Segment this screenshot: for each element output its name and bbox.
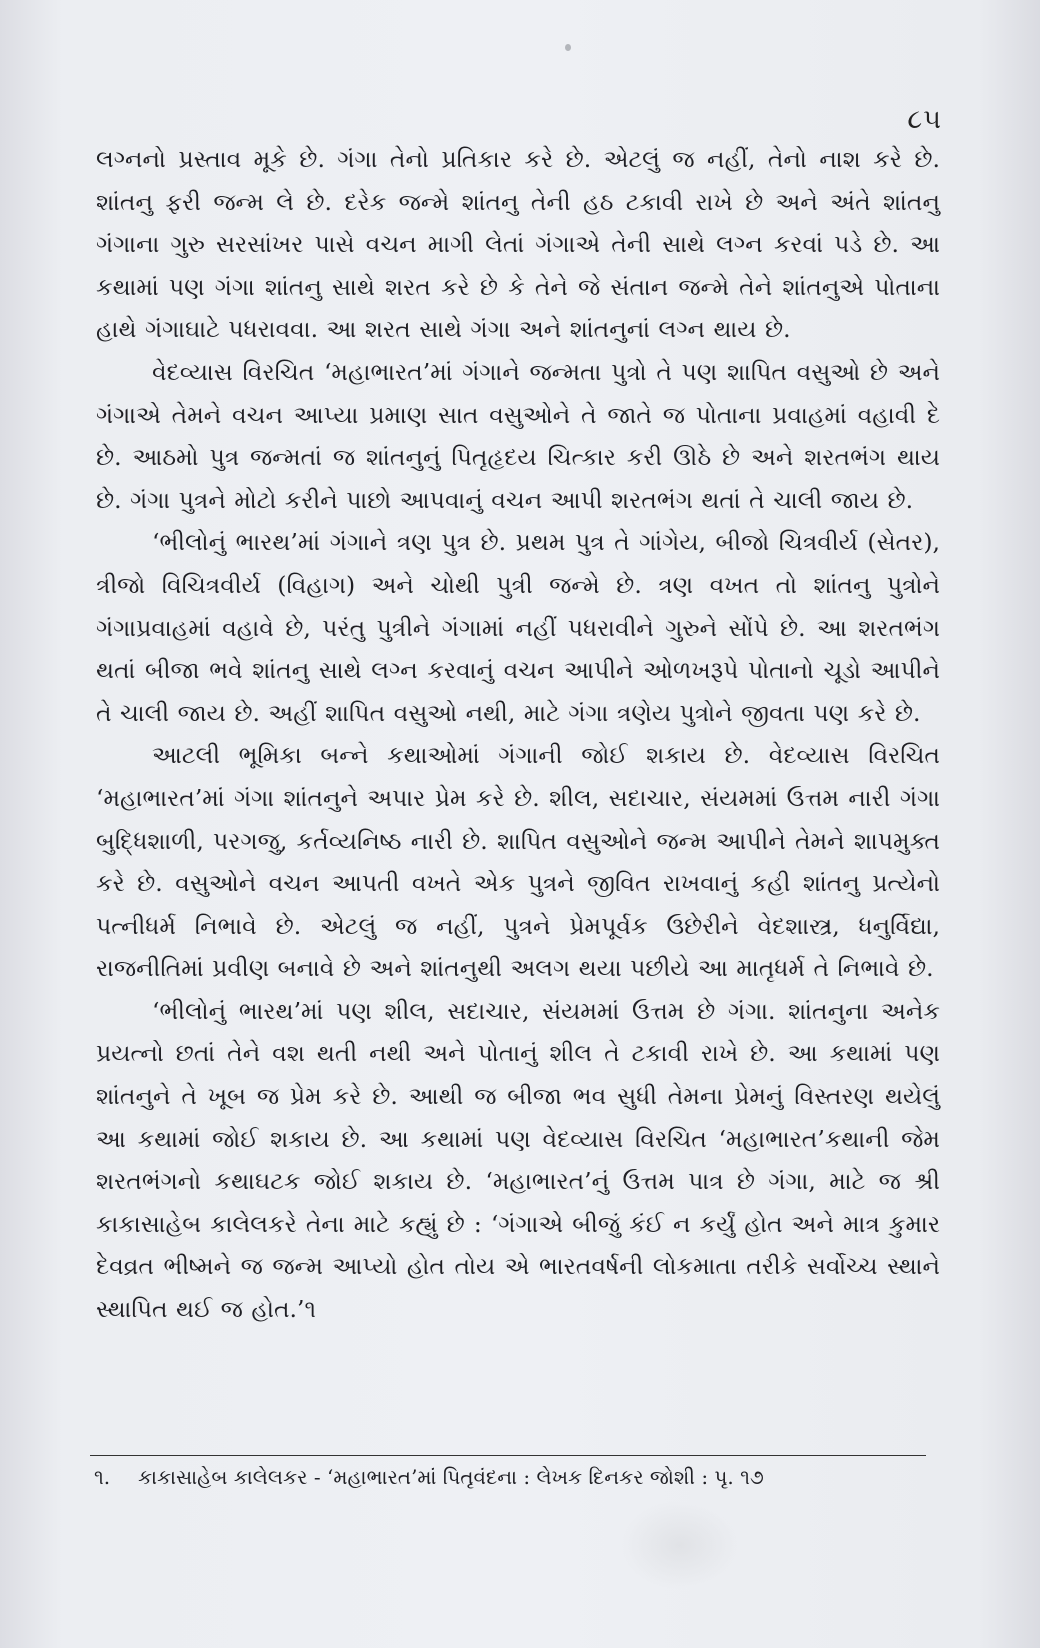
footnote-text: કાકાસાહેબ કાલેલકર - ‘મહાભારત’માં પિતૃવંદના : લેખક દિનકર જોશી : પૃ. ૧૭ bbox=[138, 1465, 764, 1489]
page-number: ૮૫ bbox=[907, 104, 942, 135]
paragraph-4: આટલી ભૂમિકા બન્ને કથાઓમાં ગંગાની જોઈ શકાય છે. વેદવ્યાસ વિરચિત ‘મહાભારત’માં ગંગા શાંતનુને અપાર પ્રેમ કરે છે. શીલ, સદાચાર, સંયમમાં ઉત્તમ નારી ગંગા બુદ્ધિશાળી, પરગજુ, કર્તવ્યનિષ્ઠ નારી છે. શાપિત વસુઓને જન્મ આપીને તેમને શાપમુક્ત કરે છે. વસુઓને વચન આપતી વખતે એક પુત્રને જીવિત રાખવાનું કહી શાંતનુ પ્રત્યેનો પત્નીધર્મ નિભાવે છે. એટલું જ નહીં, પુત્રને પ્રેમપૂર્વક ઉછેરીને વેદશાસ્ત્ર, ધનુર્વિદ્યા, રાજનીતિમાં પ્રવીણ બનાવે છે અને શાંતનુથી અલગ થયા પછીયે આ માતૃધર્મ તે નિભાવે છે. bbox=[96, 741, 940, 983]
footnote-divider bbox=[90, 1455, 926, 1456]
paper-spot bbox=[565, 44, 571, 51]
paragraph-3: ‘ભીલોનું ભારથ’માં ગંગાને ત્રણ પુત્ર છે. પ્રથમ પુત્ર તે ગાંગેય, બીજો ચિત્રવીર્ય (સેતર), ત્રીજો વિચિત્રવીર્ય (વિહાગ) અને ચોથી પુત્રી જન્મે છે. ત્રણ વખત તો શાંતનુ પુત્રોને ગંગાપ્રવાહમાં વહાવે છે, પરંતુ પુત્રીને ગંગામાં નહીં પધરાવીને ગુરુને સોંપે છે. આ શરતભંગ થતાં બીજા ભવે શાંતનુ સાથે લગ્ન કરવાનું વચન આપીને ઓળખરૂપે પોતાનો ચૂડો આપીને તે ચાલી જાય છે. અહીં શાપિત વસુઓ નથી, માટે ગંગા ત્રણેય પુત્રોને જીવતા પણ કરે છે. bbox=[96, 528, 940, 727]
body-text bbox=[96, 138, 940, 1331]
paragraph-1: લગ્નનો પ્રસ્તાવ મૂકે છે. ગંગા તેનો પ્રતિકાર કરે છે. એટલું જ નહીં, તેનો નાશ કરે છે. શાંતનુ ફરી જન્મ લે છે. દરેક જન્મે શાંતનુ તેની હઠ ટકાવી રાખે છે અને અંતે શાંતનુ ગંગાના ગુરુ સરસાંખર પાસે વચન માગી લેતાં ગંગાએ તેની સાથે લગ્ન કરવાં પડે છે. આ કથામાં પણ ગંગા શાંતનુ સાથે શરત કરે છે કે તેને જે સંતાન જન્મે તેને શાંતનુએ પોતાના હાથે ગંગાઘાટે પધરાવવા. આ શરત સાથે ગંગા અને શાંતનુનાં લગ્ન થાય છે. bbox=[96, 145, 940, 344]
paragraph-5: ‘ભીલોનું ભારથ’માં પણ શીલ, સદાચાર, સંયમમાં ઉત્તમ છે ગંગા. શાંતનુના અનેક પ્રયત્નો છતાં તેને વશ થતી નથી અને પોતાનું શીલ તે ટકાવી રાખે છે. આ કથામાં પણ શાંતનુને તે ખૂબ જ પ્રેમ કરે છે. આથી જ બીજા ભવ સુધી તેમના પ્રેમનું વિસ્તરણ થયેલું આ કથામાં જોઈ શકાય છે. આ કથામાં પણ વેદવ્યાસ વિરચિત ‘મહાભારત’કથાની જેમ શરતભંગનો કથાઘટક જોઈ શકાય છે. ‘મહાભારત’નું ઉત્તમ પાત્ર છે ગંગા, માટે જ શ્રી કાકાસાહેબ કાલેલકરે તેના માટે કહ્યું છે : ‘ગંગાએ બીજું કંઈ ન કર્યું હોત અને માત્ર કુમાર દેવવ્રત ભીષ્મને જ જન્મ આપ્યો હોત તોય એ ભારતવર્ષની લોકમાતા તરીકે સર્વોચ્ચ સ્થાને સ્થાપિત થઈ જ હોત.’૧ bbox=[96, 996, 940, 1324]
footnote bbox=[94, 1462, 934, 1492]
paragraph-2: વેદવ્યાસ વિરચિત ‘મહાભારત’માં ગંગાને જન્મતા પુત્રો તે પણ શાપિત વસુઓ છે અને ગંગાએ તેમને વચન આપ્યા પ્રમાણ સાત વસુઓને તે જાતે જ પોતાના પ્રવાહમાં વહાવી દે છે. આઠમો પુત્ર જન્મતાં જ શાંતનુનું પિતૃહૃદય ચિત્કાર કરી ઊઠે છે અને શરતભંગ થાય છે. ગંગા પુત્રને મોટો કરીને પાછો આપવાનું વચન આપી શરતભંગ થતાં તે ચાલી જાય છે. bbox=[96, 357, 940, 514]
show-through-shadow bbox=[620, 1500, 740, 1590]
footnote-number: ૧. bbox=[94, 1465, 111, 1489]
